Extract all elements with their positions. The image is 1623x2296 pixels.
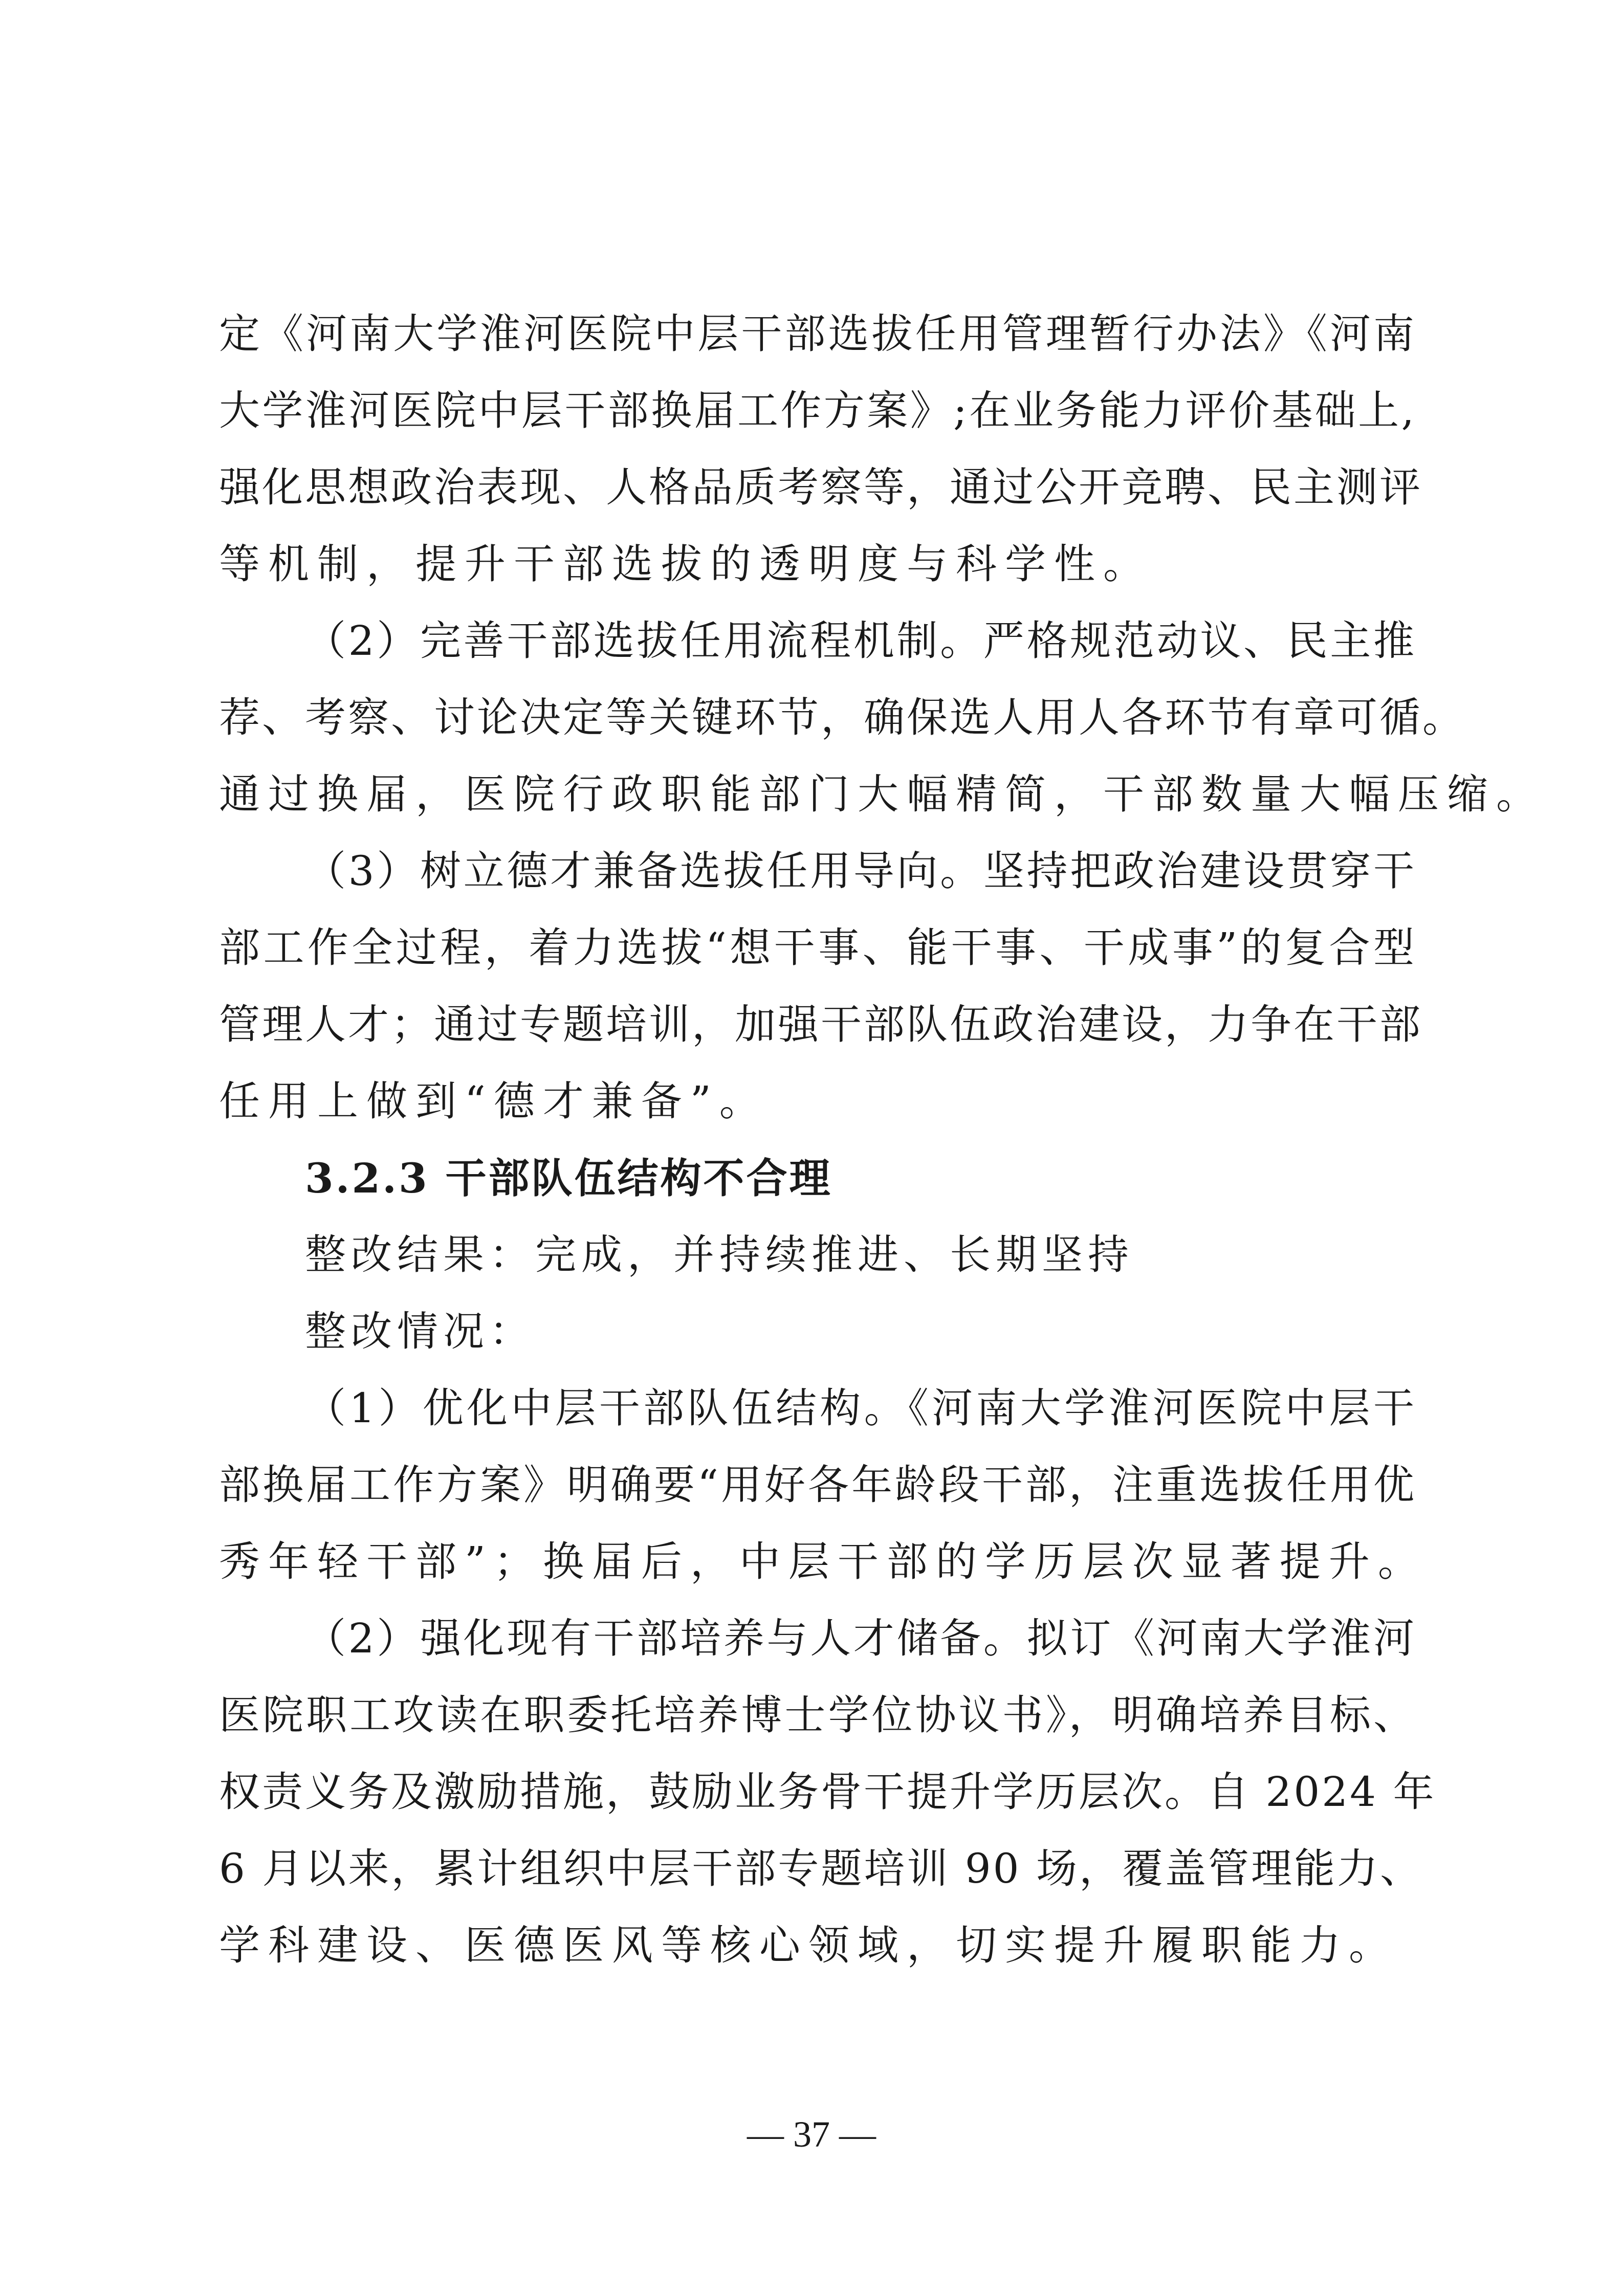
body-line: 荐、考察、讨论决定等关键环节，确保选人用人各环节有章可循。 — [219, 694, 1465, 741]
body-line: 通过换届，医院行政职能部门大幅精简，干部数量大幅压缩。 — [219, 770, 1545, 818]
page-number: — 37 — — [747, 2114, 876, 2155]
body-line: 任用上做到“德才兼备”。 — [219, 1077, 769, 1125]
body-line: 强化思想政治表现、人格品质考察等，通过公开竞聘、民主测评 — [219, 463, 1422, 511]
rectification-status-label: 整改情况： — [305, 1308, 535, 1355]
body-line: 部工作全过程，着力选拔“想干事、能干事、干成事”的复合型 — [219, 924, 1416, 972]
body-line: 等机制，提升干部选拔的透明度与科学性。 — [219, 540, 1152, 588]
body-line: （2）强化现有干部培养与人才储备。拟订《河南大学淮河 — [305, 1615, 1416, 1662]
body-line: 6 月以来，累计组织中层干部专题培训 90 场，覆盖管理能力、 — [219, 1845, 1423, 1892]
body-line: （1）优化中层干部队伍结构。《河南大学淮河医院中层干 — [305, 1384, 1416, 1432]
body-line: 管理人才；通过专题培训，加强干部队伍政治建设，力争在干部 — [219, 1001, 1422, 1048]
section-heading: 3.2.3 干部队伍结构不合理 — [305, 1154, 832, 1202]
body-line: （3）树立德才兼备选拔任用导向。坚持把政治建设贯穿干 — [305, 847, 1416, 895]
body-line: 权责义务及激励措施，鼓励业务骨干提升学历层次。自 2024 年 — [219, 1768, 1436, 1816]
rectification-result: 整改结果：完成，并持续推进、长期坚持 — [305, 1231, 1134, 1278]
body-line: 部换届工作方案》明确要“用好各年龄段干部，注重选拔任用优 — [219, 1461, 1416, 1509]
body-line: 秀年轻干部”；换届后，中层干部的学历层次显著提升。 — [219, 1538, 1427, 1585]
body-line: 定《河南大学淮河医院中层干部选拔任用管理暂行办法》《河南 — [219, 310, 1416, 358]
body-line: （2）完善干部选拔任用流程机制。严格规范动议、民主推 — [305, 617, 1416, 665]
body-line: 大学淮河医院中层干部换届工作方案》;在业务能力评价基础上, — [219, 387, 1416, 434]
body-line: 学科建设、医德医风等核心领域，切实提升履职能力。 — [219, 1922, 1398, 1969]
body-line: 医院职工攻读在职委托培养博士学位协议书》，明确培养目标、 — [219, 1691, 1416, 1739]
